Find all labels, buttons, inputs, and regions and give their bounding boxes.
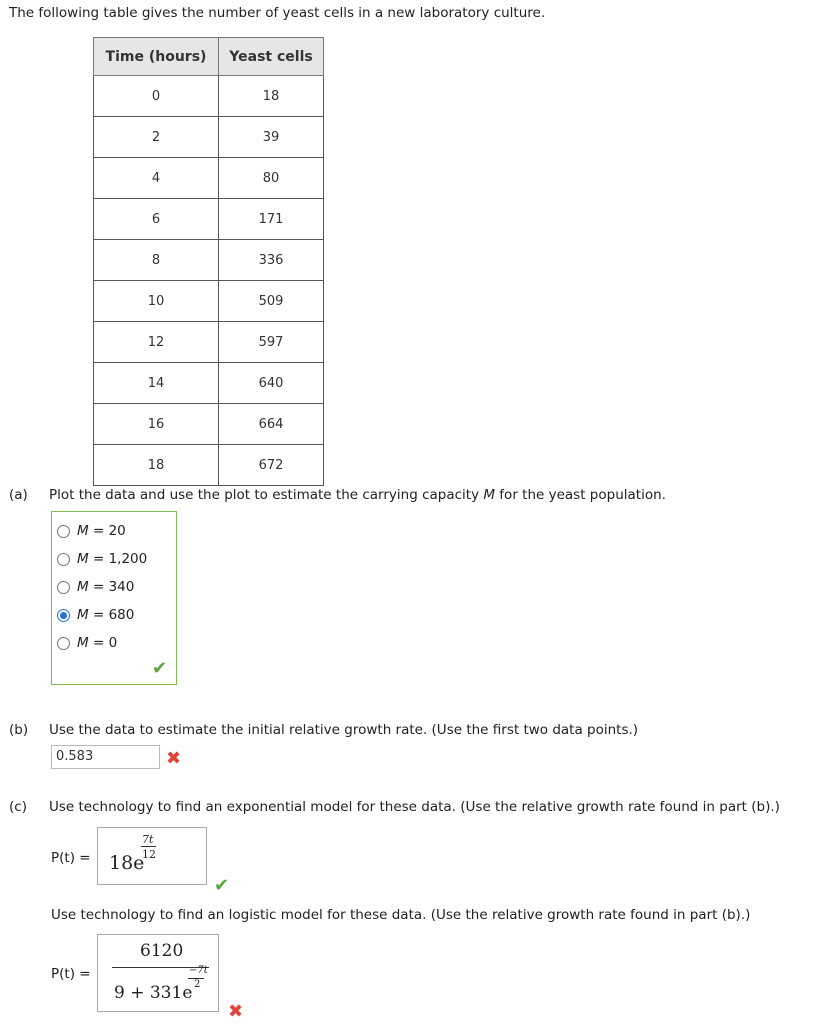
part-a-question — [0, 487, 666, 503]
part-a-text-pre: Plot the data and use the plot to estimate the carrying capacity — [49, 487, 484, 503]
radio-button[interactable] — [57, 525, 70, 538]
logistic-exp-num: −7t — [189, 965, 208, 976]
option-value: 1,200 — [108, 551, 148, 567]
time-cell: 6 — [94, 199, 219, 240]
logistic-num: 6120 — [140, 941, 184, 961]
table-row — [94, 404, 324, 445]
table-header-row — [94, 38, 324, 76]
option-eq: = — [88, 551, 109, 567]
yeast-cell: 80 — [219, 158, 324, 199]
radio-button[interactable] — [57, 553, 70, 566]
yeast-cell: 597 — [219, 322, 324, 363]
part-c-text: Use technology to find an exponential model for these data. (Use the relative growth rate found in part (b).) — [49, 799, 780, 815]
option-eq: = — [88, 607, 109, 623]
option-value: 680 — [108, 607, 135, 623]
option-value: 20 — [108, 523, 126, 539]
time-cell: 16 — [94, 404, 219, 445]
part-c-label: (c) — [9, 799, 27, 815]
yeast-cell: 640 — [219, 363, 324, 404]
time-cell: 10 — [94, 281, 219, 322]
yeast-cell: 171 — [219, 199, 324, 240]
option-m-20[interactable] — [57, 522, 126, 540]
time-cell: 8 — [94, 240, 219, 281]
logistic-question: Use technology to find an logistic model for these data. (Use the relative growth rate found in part (b).) — [51, 907, 751, 923]
logistic-model-answer-box[interactable] — [97, 934, 219, 1012]
option-m-0[interactable] — [57, 634, 117, 652]
incorrect-x-icon: ✖ — [228, 1001, 244, 1022]
option-value: 340 — [108, 579, 135, 595]
table-row — [94, 281, 324, 322]
table-row — [94, 76, 324, 117]
yeast-cell: 509 — [219, 281, 324, 322]
option-eq: = — [88, 579, 109, 595]
exp-den: 12 — [142, 848, 156, 861]
table-row — [94, 117, 324, 158]
time-cell: 12 — [94, 322, 219, 363]
time-cell: 0 — [94, 76, 219, 117]
time-cell: 14 — [94, 363, 219, 404]
part-a-label: (a) — [9, 487, 28, 503]
yeast-cell: 39 — [219, 117, 324, 158]
table-row — [94, 363, 324, 404]
option-m-680[interactable] — [57, 606, 134, 624]
incorrect-x-icon: ✖ — [166, 748, 182, 769]
radio-button-selected[interactable] — [57, 609, 70, 622]
logistic-model-label: P(t) = — [51, 966, 91, 982]
table-row — [94, 445, 324, 486]
exp-fraction-bar — [141, 846, 156, 847]
logistic-den: 9 + 331e — [114, 983, 193, 1003]
time-cell: 4 — [94, 158, 219, 199]
option-value: 0 — [108, 635, 118, 651]
part-b-question — [0, 722, 638, 738]
option-var: M — [77, 579, 89, 595]
part-c-question — [0, 799, 780, 815]
radio-button[interactable] — [57, 637, 70, 650]
exp-num: 7t — [142, 833, 154, 846]
logistic-exp-den: 2 — [194, 979, 201, 990]
option-m-340[interactable] — [57, 578, 134, 596]
radio-button[interactable] — [57, 581, 70, 594]
part-a-var: M — [483, 487, 496, 503]
growth-rate-answer-input[interactable]: 0.583 — [51, 745, 160, 769]
option-eq: = — [88, 523, 109, 539]
option-var: M — [77, 635, 89, 651]
option-var: M — [77, 523, 89, 539]
data-table — [93, 37, 324, 486]
option-m-1200[interactable] — [57, 550, 147, 568]
header-time: Time (hours) — [94, 38, 219, 76]
correct-check-icon: ✔ — [214, 875, 230, 896]
time-cell: 18 — [94, 445, 219, 486]
yeast-cell: 672 — [219, 445, 324, 486]
option-var: M — [77, 551, 89, 567]
header-yeast-cells: Yeast cells — [219, 38, 324, 76]
time-cell: 2 — [94, 117, 219, 158]
exp-model-label: P(t) = — [51, 850, 91, 866]
yeast-cell: 18 — [219, 76, 324, 117]
table-row — [94, 240, 324, 281]
options-box — [51, 511, 177, 685]
yeast-cell: 336 — [219, 240, 324, 281]
exp-coef: 18e — [109, 852, 145, 874]
part-a-text-post: for the yeast population. — [495, 487, 666, 503]
part-b-label: (b) — [9, 722, 29, 738]
table-row — [94, 322, 324, 363]
option-eq: = — [88, 635, 109, 651]
table-row — [94, 158, 324, 199]
exp-model-answer-box[interactable] — [97, 827, 207, 885]
intro-text: The following table gives the number of yeast cells in a new laboratory culture. — [9, 5, 546, 21]
option-var: M — [77, 607, 89, 623]
yeast-cell: 664 — [219, 404, 324, 445]
table-row — [94, 199, 324, 240]
correct-check-icon: ✔ — [152, 658, 168, 679]
part-b-text: Use the data to estimate the initial relative growth rate. (Use the first two data points.) — [49, 722, 639, 738]
